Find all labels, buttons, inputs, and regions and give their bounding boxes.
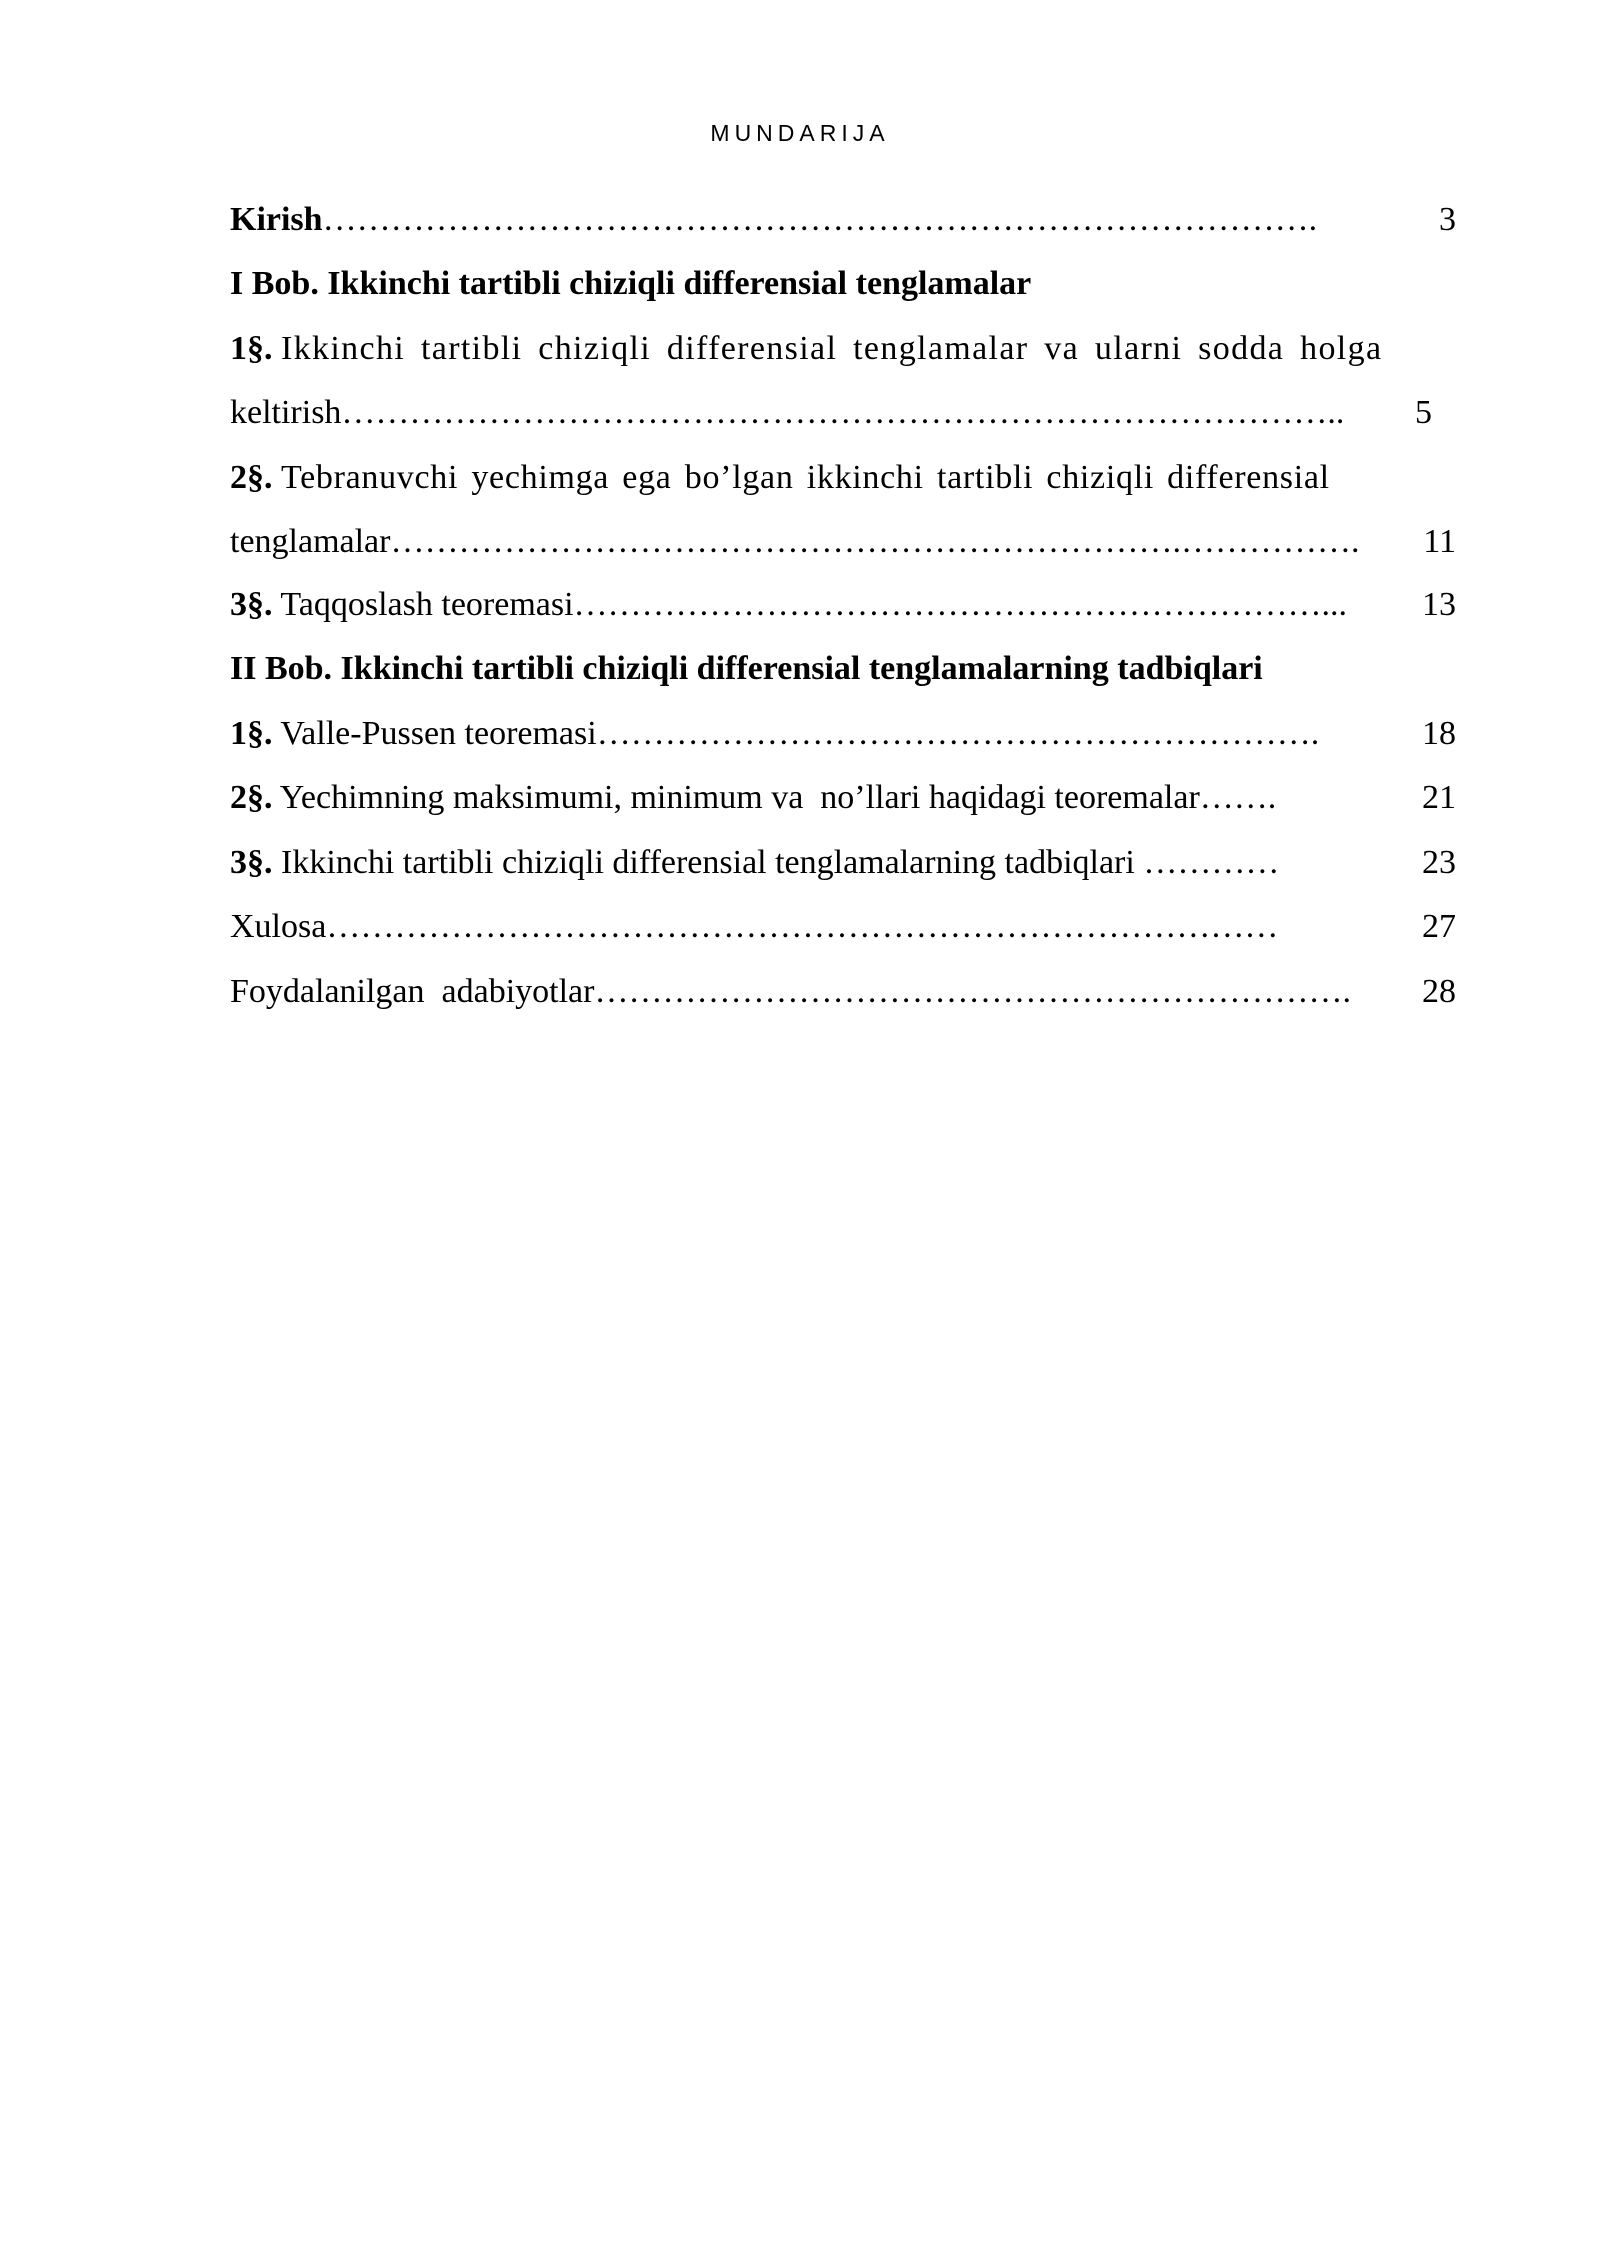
toc-page-number: 21 <box>1422 779 1456 816</box>
toc-section-number: 1§. <box>230 715 273 752</box>
toc-entry-1-1[interactable] <box>230 325 1456 373</box>
toc-entry-2-3[interactable] <box>230 839 1456 887</box>
toc-entry-leader: Valle-Pussen teoremasi………………………………………………………. <box>272 715 1320 752</box>
toc-entry-xulosa[interactable] <box>230 903 1456 951</box>
toc-section-number: 1§. <box>230 330 273 367</box>
toc-page-number: 23 <box>1422 844 1456 881</box>
toc-entry-leader: Xulosa………………………………………………………………………… <box>230 908 1279 945</box>
toc-section-number: 3§. <box>230 844 273 881</box>
toc-entry-title: Ikkinchi tartibli chiziqli differensial tenglamalar va ularni sodda holga <box>281 330 1383 367</box>
toc-entry-2-1[interactable] <box>230 710 1456 758</box>
toc-chapter-title: I Bob. Ikkinchi tartibli chiziqli differensial tenglamalar <box>230 265 1032 302</box>
toc-entry-1-2[interactable] <box>230 454 1456 502</box>
toc-section-number: 3§. <box>230 586 273 623</box>
toc-entry-leader: Yechimning maksimumi, minimum va no’llari haqidagi teoremalar……. <box>272 779 1277 816</box>
toc-chapter-2-heading[interactable] <box>230 645 1456 693</box>
toc-page-number: 11 <box>1423 523 1456 560</box>
toc-entry-1-3[interactable] <box>230 581 1456 629</box>
toc-entry-1-1-cont[interactable] <box>230 389 1456 437</box>
toc-entry-kirish[interactable] <box>230 196 1456 244</box>
toc-section-number: 2§. <box>230 779 273 816</box>
toc-section-number: 2§. <box>230 459 273 496</box>
toc-entry-1-2-cont[interactable] <box>230 518 1456 566</box>
toc-chapter-1-heading[interactable] <box>230 260 1456 308</box>
toc-page-number: 13 <box>1422 586 1456 623</box>
toc-chapter-title: II Bob. Ikkinchi tartibli chiziqli differensial tenglamalarning tadbiqlari <box>230 650 1263 687</box>
toc-entry-leader: Ikkinchi tartibli chiziqli differensial tenglamalarning tadbiqlari ………… <box>272 844 1280 881</box>
toc-entry-leader: keltirish…………………………………………………………………………….. <box>230 394 1345 431</box>
toc-entry-2-2[interactable] <box>230 774 1456 822</box>
toc-page-number: 28 <box>1422 973 1456 1010</box>
toc-entry-leader: Foydalanilgan adabiyotlar…………………………………………………………. <box>230 973 1351 1010</box>
toc-entry-leader: tenglamalar…………………………………………………………….……………. <box>230 523 1360 560</box>
toc-page-number: 5 <box>1415 394 1432 431</box>
toc-page-number: 3 <box>1439 201 1456 238</box>
toc-entry-title: Tebranuvchi yechimga ega bo’lgan ikkinchi tartibli chiziqli differensial <box>281 459 1330 496</box>
toc-entry-adabiyotlar[interactable] <box>230 968 1456 1016</box>
toc-entry-leader: Taqqoslash teoremasi…………………………………………………………... <box>272 586 1348 623</box>
toc-page-number: 27 <box>1422 908 1456 945</box>
page-title: MUNDARIJA <box>710 120 890 146</box>
toc-entry-leader: ……………………………………………………………………………. <box>322 201 1318 238</box>
toc-page-number: 18 <box>1422 715 1456 752</box>
toc-entry-label: Kirish <box>230 201 323 238</box>
